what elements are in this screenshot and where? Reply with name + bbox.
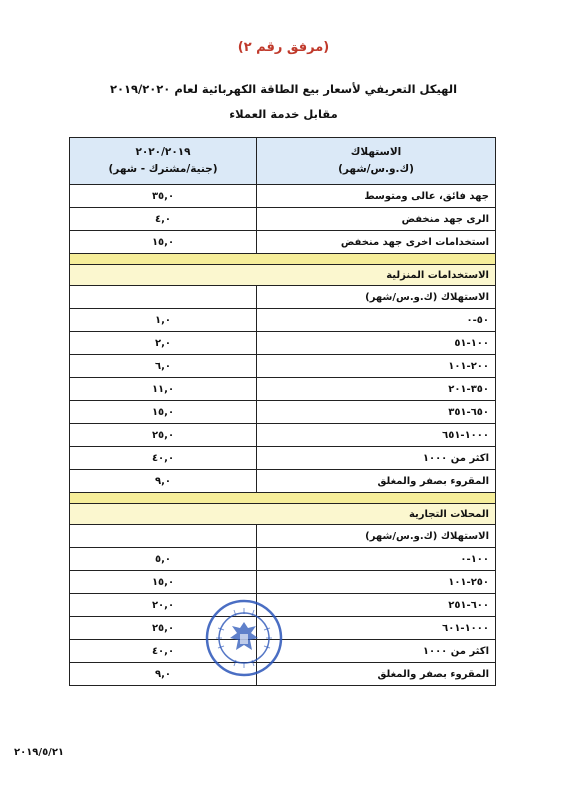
section-band [70, 493, 496, 504]
section-band [70, 254, 496, 265]
sub-header-row [70, 525, 496, 548]
table-row [70, 424, 496, 447]
row-value: ١,٠ [70, 309, 257, 332]
row-value: ٣٥,٠ [70, 185, 257, 208]
row-value: ٢,٠ [70, 332, 257, 355]
eagle-seal-icon [204, 598, 284, 678]
row-label: ٦٠٠-٢٥١ [257, 594, 496, 617]
row-value: ٤٠,٠ [70, 447, 257, 470]
table-row [70, 401, 496, 424]
row-label: اكثر من ١٠٠٠ [257, 640, 496, 663]
attachment-label: (مرفق رقم ٢) [237, 40, 330, 55]
row-value: ٩,٠ [70, 470, 257, 493]
header-price [70, 138, 257, 185]
sub-header-empty [70, 525, 257, 548]
table-row [70, 185, 496, 208]
document-subtitle: مقابل خدمة العملاء [229, 107, 338, 121]
row-value: ١١,٠ [70, 378, 257, 401]
row-label: جهد فائق، عالى ومتوسط [257, 185, 496, 208]
table-row [70, 332, 496, 355]
header-price-year: ٢٠٢٠/٢٠١٩ [135, 146, 191, 158]
row-value: ١٥,٠ [70, 571, 257, 594]
table-row [70, 447, 496, 470]
row-value: ١٥,٠ [70, 401, 257, 424]
row-label: المقروء بصفر والمغلق [257, 470, 496, 493]
row-label: المقروء بصفر والمغلق [257, 663, 496, 686]
row-value: ٩,٠ [70, 663, 257, 686]
row-label: ٢٥٠-١٠١ [257, 571, 496, 594]
sub-header-row [70, 286, 496, 309]
row-label: اكثر من ١٠٠٠ [257, 447, 496, 470]
row-label: ٣٥٠-٢٠١ [257, 378, 496, 401]
row-label: ٥٠-٠ [257, 309, 496, 332]
row-value: ٦,٠ [70, 355, 257, 378]
row-value: ٢٥,٠ [70, 424, 257, 447]
section-title-row [70, 265, 496, 286]
sub-header-label: الاستهلاك (ك.و.س/شهر) [257, 286, 496, 309]
section-title-commercial: المحلات التجارية [70, 504, 496, 525]
table-row [70, 208, 496, 231]
document-date: ٢٠١٩/٥/٢١ [14, 747, 65, 758]
row-label: ١٠٠-٥١ [257, 332, 496, 355]
row-label: استخدامات اخرى جهد منخفض [257, 231, 496, 254]
row-value: ٤,٠ [70, 208, 257, 231]
section-title-row [70, 504, 496, 525]
section-band-cell [70, 254, 496, 265]
header-price-unit: (جنية/مشترك - شهر) [108, 163, 218, 175]
table-row [70, 548, 496, 571]
document-title: الهيكل التعريفي لأسعار بيع الطاقة الكهربائية لعام ٢٠١٩/٢٠٢٠ [109, 82, 458, 96]
row-value: ١٥,٠ [70, 231, 257, 254]
row-value: ٢٥,٠ [70, 617, 257, 640]
table-row [70, 378, 496, 401]
row-value: ٢٠,٠ [70, 594, 257, 617]
row-label: ١٠٠-٠ [257, 548, 496, 571]
row-value: ٥,٠ [70, 548, 257, 571]
row-label: ٢٠٠-١٠١ [257, 355, 496, 378]
header-consumption [257, 138, 496, 185]
row-value: ٤٠,٠ [70, 640, 257, 663]
table-row [70, 231, 496, 254]
row-label: الرى جهد منخفض [257, 208, 496, 231]
table-header-row [70, 138, 496, 185]
section-title-residential: الاستخدامات المنزلية [70, 265, 496, 286]
row-label: ٦٥٠-٣٥١ [257, 401, 496, 424]
sub-header-empty [70, 286, 257, 309]
header-consumption-unit: (ك.و.س/شهر) [338, 163, 414, 175]
row-label: ١٠٠٠-٦٠١ [257, 617, 496, 640]
table-row [70, 571, 496, 594]
table-row [70, 309, 496, 332]
section-band-cell [70, 493, 496, 504]
table-row [70, 470, 496, 493]
table-row [70, 355, 496, 378]
header-consumption-title: الاستهلاك [350, 146, 402, 158]
row-label: ١٠٠٠-٦٥١ [257, 424, 496, 447]
sub-header-label: الاستهلاك (ك.و.س/شهر) [257, 525, 496, 548]
